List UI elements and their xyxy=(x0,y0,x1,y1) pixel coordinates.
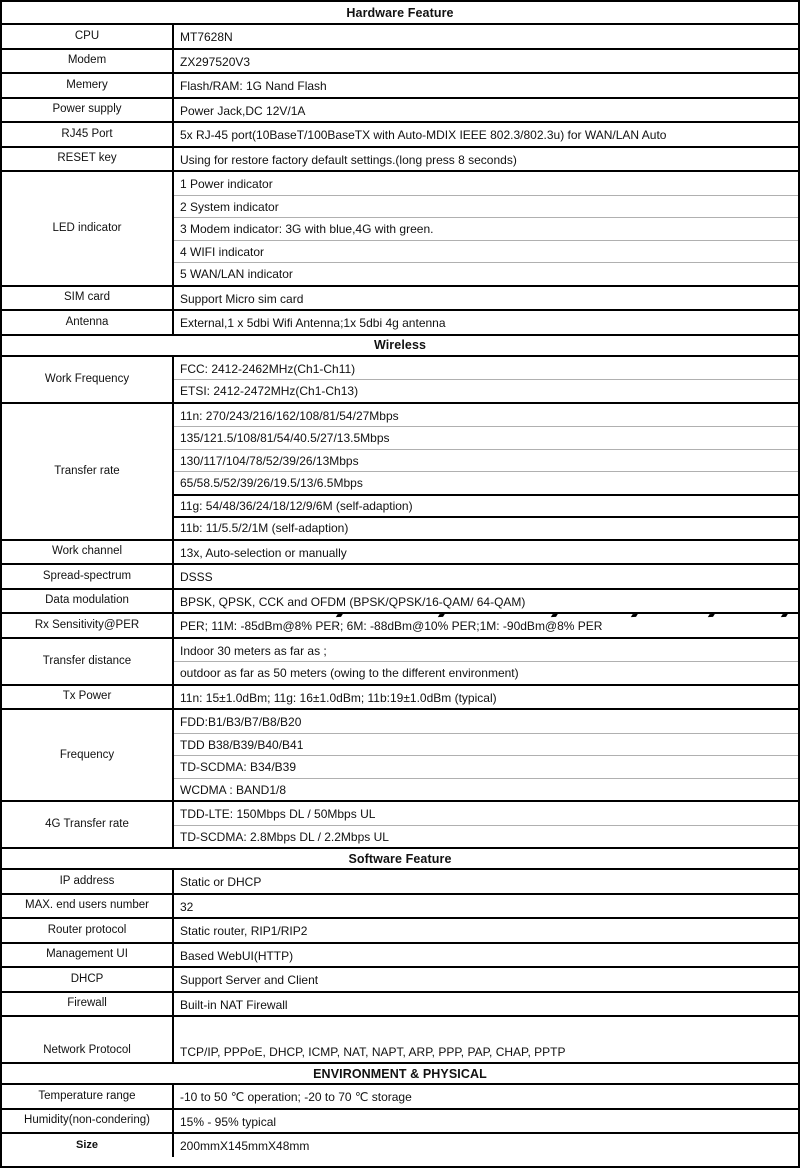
value-line: TDD B38/B39/B40/B41 xyxy=(174,733,798,756)
row-label-sim-card: SIM card xyxy=(2,287,174,310)
spec-row-size xyxy=(2,1132,798,1157)
section-header-environment-physical: ENVIRONMENT & PHYSICAL xyxy=(2,1062,798,1083)
value-line: Static or DHCP xyxy=(180,875,262,889)
row-value-ip-address xyxy=(174,870,798,893)
value-line: External,1 x 5dbi Wifi Antenna;1x 5dbi 4g antenna xyxy=(180,316,446,330)
spec-row-memery xyxy=(2,72,798,97)
row-value-memery xyxy=(174,74,798,97)
row-value-rx-sensitivity-per xyxy=(174,614,798,637)
spec-row-dhcp xyxy=(2,966,798,991)
spec-row-work-frequency xyxy=(2,355,798,402)
value-line: Indoor 30 meters as far as ; xyxy=(180,643,327,658)
spec-row-frequency xyxy=(2,708,798,800)
value-line: 32 xyxy=(180,899,194,914)
value-line: PER; 11M: -85dBm@8% PER; 6M: -88dBm@10% PER;1M: -90dBm@8% PER xyxy=(180,619,603,633)
row-value-humidity-non-condering xyxy=(174,1110,798,1133)
value-line: 11n: 270/243/216/162/108/81/54/27Mbps xyxy=(180,408,399,423)
section-header-hardware-feature: Hardware Feature xyxy=(346,5,454,20)
spec-row-power-supply xyxy=(2,97,798,122)
value-line: ZX297520V3 xyxy=(180,54,251,69)
row-label-frequency: Frequency xyxy=(2,710,174,800)
row-value-cpu xyxy=(174,25,798,48)
spec-row-4g-transfer-rate xyxy=(2,800,798,847)
value-line: 11g: 54/48/36/24/18/12/9/6M (self-adaption) xyxy=(174,494,798,517)
row-value-transfer-distance xyxy=(174,639,798,684)
spec-row-transfer-distance xyxy=(2,637,798,684)
spec-row-transfer-rate xyxy=(2,402,798,539)
spec-row-router-protocol xyxy=(2,917,798,942)
row-value-transfer-rate xyxy=(174,404,798,539)
value-line: FDD:B1/B3/B7/B8/B20 xyxy=(180,715,302,729)
value-line: 135/121.5/108/81/54/40.5/27/13.5Mbps xyxy=(174,426,798,449)
value-line: 65/58.5/52/39/26/19.5/13/6.5Mbps xyxy=(174,471,798,494)
spec-row-data-modulation xyxy=(2,588,798,613)
row-label-temperature-range: Temperature range xyxy=(2,1085,174,1108)
value-line: DSSS xyxy=(180,570,213,584)
spec-row-rx-sensitivity-per xyxy=(2,612,798,637)
row-label-work-frequency: Work Frequency xyxy=(2,357,174,402)
value-line: TCP/IP, PPPoE, DHCP, ICMP, NAT, NAPT, ARP, PPP, PAP, CHAP, PPTP xyxy=(180,1044,566,1059)
value-line: 4 WIFI indicator xyxy=(174,240,798,263)
row-label-max-end-users-number: MAX. end users number xyxy=(2,895,174,918)
row-label-transfer-rate: Transfer rate xyxy=(2,404,174,539)
value-line: FCC: 2412-2462MHz(Ch1-Ch11) xyxy=(180,361,356,376)
spec-row-humidity-non-condering xyxy=(2,1108,798,1133)
value-line: 1 Power indicator xyxy=(180,177,273,191)
section-header-software-feature: Software Feature xyxy=(2,847,798,868)
row-label-antenna: Antenna xyxy=(2,311,174,334)
row-value-rj45-port xyxy=(174,123,798,146)
row-value-4g-transfer-rate xyxy=(174,802,798,847)
value-line: 200mmX145mmX48mm xyxy=(180,1139,310,1153)
spec-row-modem xyxy=(2,48,798,73)
row-value-data-modulation xyxy=(174,590,798,613)
value-line: 13x, Auto-selection or manually xyxy=(180,545,347,560)
row-value-led-indicator xyxy=(174,172,798,285)
value-line: 15% - 95% typical xyxy=(180,1114,277,1129)
row-label-network-protocol: Network Protocol xyxy=(2,1017,174,1062)
row-value-antenna xyxy=(174,311,798,334)
row-value-tx-power xyxy=(174,686,798,709)
spec-row-network-protocol xyxy=(2,1015,798,1062)
row-value-dhcp xyxy=(174,968,798,991)
row-value-work-channel xyxy=(174,541,798,564)
row-label-reset-key: RESET key xyxy=(2,148,174,171)
row-label-work-channel: Work channel xyxy=(2,541,174,564)
row-label-led-indicator: LED indicator xyxy=(2,172,174,285)
spec-row-management-ui xyxy=(2,942,798,967)
value-line: Based WebUI(HTTP) xyxy=(180,948,294,963)
row-label-router-protocol: Router protocol xyxy=(2,919,174,942)
row-value-max-end-users-number xyxy=(174,895,798,918)
value-line: 11b: 11/5.5/2/1M (self-adaption) xyxy=(174,516,798,539)
row-value-power-supply xyxy=(174,99,798,122)
row-value-router-protocol xyxy=(174,919,798,942)
row-value-sim-card xyxy=(174,287,798,310)
value-line: BPSK, QPSK, CCK and OFDM (BPSK/QPSK/16-QAM/ 64-QAM) xyxy=(180,594,526,609)
spec-row-reset-key xyxy=(2,146,798,171)
value-line: Static router, RIP1/RIP2 xyxy=(180,924,308,938)
row-label-spread-spectrum: Spread-spectrum xyxy=(2,565,174,588)
value-line: Built-in NAT Firewall xyxy=(180,997,288,1012)
row-value-spread-spectrum xyxy=(174,565,798,588)
row-value-size xyxy=(174,1134,798,1157)
row-value-network-protocol xyxy=(174,1017,798,1062)
value-line: MT7628N xyxy=(180,30,233,44)
row-label-dhcp: DHCP xyxy=(2,968,174,991)
spec-row-ip-address xyxy=(2,868,798,893)
row-label-rj45-port: RJ45 Port xyxy=(2,123,174,146)
row-label-data-modulation: Data modulation xyxy=(2,590,174,613)
row-label-modem: Modem xyxy=(2,50,174,73)
value-line: 2 System indicator xyxy=(174,195,798,218)
row-label-rx-sensitivity-per: Rx Sensitivity@PER xyxy=(2,614,174,637)
value-line: ETSI: 2412-2472MHz(Ch1-Ch13) xyxy=(174,379,798,402)
value-line: TD-SCDMA: 2.8Mbps DL / 2.2Mbps UL xyxy=(174,825,798,848)
value-line: TD-SCDMA: B34/B39 xyxy=(174,755,798,778)
row-label-size: Size xyxy=(2,1134,174,1157)
row-label-management-ui: Management UI xyxy=(2,944,174,967)
row-label-power-supply: Power supply xyxy=(2,99,174,122)
row-value-management-ui xyxy=(174,944,798,967)
section-header-wireless: Wireless xyxy=(2,334,798,355)
value-line xyxy=(174,1017,798,1040)
value-line: 5 WAN/LAN indicator xyxy=(174,262,798,285)
value-line: Power Jack,DC 12V/1A xyxy=(180,103,306,118)
value-line: Flash/RAM: 1G Nand Flash xyxy=(180,79,327,93)
spec-row-work-channel xyxy=(2,539,798,564)
spec-row-temperature-range xyxy=(2,1083,798,1108)
spec-row-max-end-users-number xyxy=(2,893,798,918)
row-label-tx-power: Tx Power xyxy=(2,686,174,709)
value-line: TDD-LTE: 150Mbps DL / 50Mbps UL xyxy=(180,807,376,821)
row-label-memery: Memery xyxy=(2,74,174,97)
spec-row-rj45-port xyxy=(2,121,798,146)
row-label-cpu: CPU xyxy=(2,25,174,48)
row-value-firewall xyxy=(174,993,798,1016)
row-label-ip-address: IP address xyxy=(2,870,174,893)
value-line: outdoor as far as 50 meters (owing to the different environment) xyxy=(174,661,798,684)
value-line: Support Server and Client xyxy=(180,973,319,987)
spec-row-sim-card xyxy=(2,285,798,310)
spec-row-spread-spectrum xyxy=(2,563,798,588)
row-value-frequency xyxy=(174,710,798,800)
value-line: Using for restore factory default settings.(long press 8 seconds) xyxy=(180,152,517,167)
row-label-humidity-non-condering: Humidity(non-condering) xyxy=(2,1110,174,1133)
row-value-work-frequency xyxy=(174,357,798,402)
row-value-temperature-range xyxy=(174,1085,798,1108)
spec-row-antenna xyxy=(2,309,798,334)
value-line: -10 to 50 ℃ operation; -20 to 70 ℃ storage xyxy=(180,1090,412,1104)
spec-row-led-indicator xyxy=(2,170,798,285)
spec-row-firewall xyxy=(2,991,798,1016)
row-label-firewall: Firewall xyxy=(2,993,174,1016)
row-label-transfer-distance: Transfer distance xyxy=(2,639,174,684)
row-value-modem xyxy=(174,50,798,73)
value-line: Support Micro sim card xyxy=(180,291,304,306)
value-line: 11n: 15±1.0dBm; 11g: 16±1.0dBm; 11b:19±1.0dBm (typical) xyxy=(180,690,497,705)
row-value-reset-key xyxy=(174,148,798,171)
value-line: 3 Modem indicator: 3G with blue,4G with green. xyxy=(174,217,798,240)
value-line: 5x RJ-45 port(10BaseT/100BaseTX with Auto-MDIX IEEE 802.3/802.3u) for WAN/LAN Auto xyxy=(180,128,667,142)
value-line: 130/117/104/78/52/39/26/13Mbps xyxy=(174,449,798,472)
row-label-4g-transfer-rate: 4G Transfer rate xyxy=(2,802,174,847)
spec-row-tx-power xyxy=(2,684,798,709)
spec-row-cpu xyxy=(2,23,798,48)
value-line: WCDMA : BAND1/8 xyxy=(174,778,798,801)
